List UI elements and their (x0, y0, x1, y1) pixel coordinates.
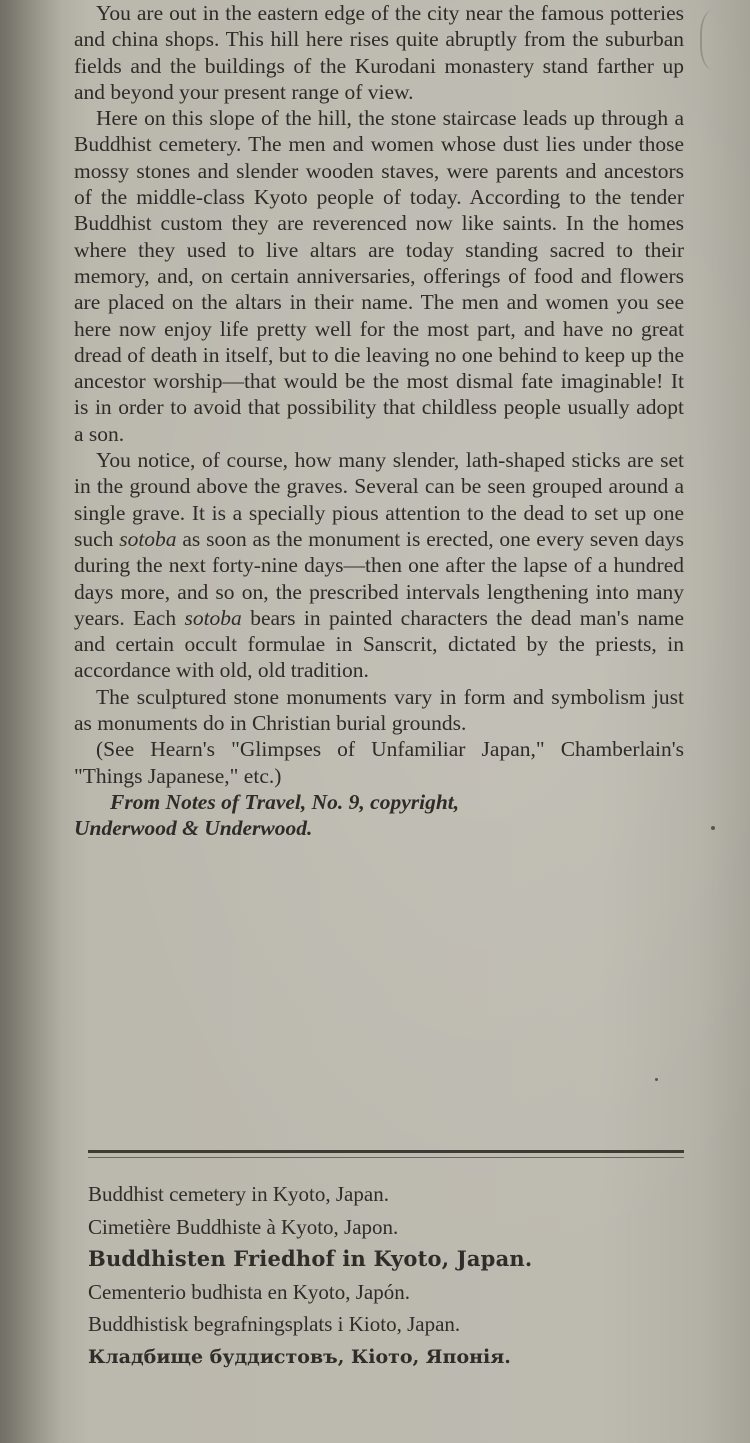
pencil-mark (700, 10, 732, 70)
divider-rule (88, 1150, 684, 1153)
paragraph-intro: You are out in the eastern edge of the city near the famous potteries and china shops. This hill here rises quite abruptly from the suburban fields and the buildings of the Kurodani monastery stand farther up and beyond your present range of view. (74, 1, 684, 104)
caption-english: Buddhist cemetery in Kyoto, Japan. (88, 1182, 389, 1206)
caption-german: Buddhisten Friedhof in Kyoto, Japan. (88, 1246, 533, 1271)
caption-swedish: Buddhistisk begrafningsplats i Kioto, Japan. (88, 1312, 461, 1336)
credit-line-1: From Notes of Travel, No. 9, copyright, (110, 789, 460, 814)
sotoba-text-c: bears in painted characters the dead man's name and certain occult formulae in Sanscrit, dictated by the priests, in accordance with old, old tradition. (74, 605, 684, 683)
caption-russian: Кладбище буддистовъ, Кіото, Японія. (88, 1345, 511, 1368)
page-edge-shadow (0, 0, 60, 1443)
sotoba-text-a: You notice, of course, how many slender, lath-shaped sticks are set in the ground above the graves. Several can be seen grouped around a single grave. It is a specially pious attention to the dead to set up one such (74, 448, 684, 551)
sotoba-text-b: as soon as the monument is erected, one every seven days during the next forty-nine days—then one after the lapse of a hundred days more, and so on, the prescribed intervals lengthening into many years. Each (74, 526, 684, 630)
paragraph-references: (See Hearn's "Glimpses of Unfamiliar Japan," Chamberlain's "Things Japanese," etc.) (74, 737, 684, 788)
sotoba-term: sotoba (119, 526, 177, 551)
sotoba-term-2: sotoba (184, 605, 242, 630)
multilingual-captions (88, 1178, 708, 1373)
paper-speck (711, 826, 715, 830)
credit-line-2: Underwood & Underwood. (74, 816, 313, 841)
copyright-credit (74, 789, 684, 842)
paragraph-cemetery: Here on this slope of the hill, the stone staircase leads up through a Buddhist cemetery. The men and women whose dust lies under those mossy stones and slender wooden staves, were parents and ancestors of the middle-class Kyoto people of today. According to the tender Buddhist custom they are reverenced now like saints. In the homes where they used to live altars are today standing sacred to their memory, and, on certain anniversaries, offerings of food and flowers are placed on the altars in their name. The men and women you see here now enjoy life pretty well for the most part, and have no great dread of death in itself, but to die leaving no one behind to keep up the ancestor worship—that would be the most dismal fate imaginable! It is in order to avoid that possibility that childless people usually adopt a son. (74, 106, 684, 446)
caption-french: Cimetière Buddhiste à Kyoto, Japon. (88, 1214, 399, 1239)
paragraph-sotoba (74, 447, 684, 684)
description-text (74, 0, 684, 842)
caption-spanish: Cementerio budhista en Kyoto, Japón. (88, 1279, 410, 1304)
divider-rule-thin (88, 1157, 684, 1158)
paper-speck (655, 1078, 658, 1081)
paragraph-monuments: The sculptured stone monuments vary in form and symbolism just as monuments do in Christian burial grounds. (74, 684, 684, 736)
